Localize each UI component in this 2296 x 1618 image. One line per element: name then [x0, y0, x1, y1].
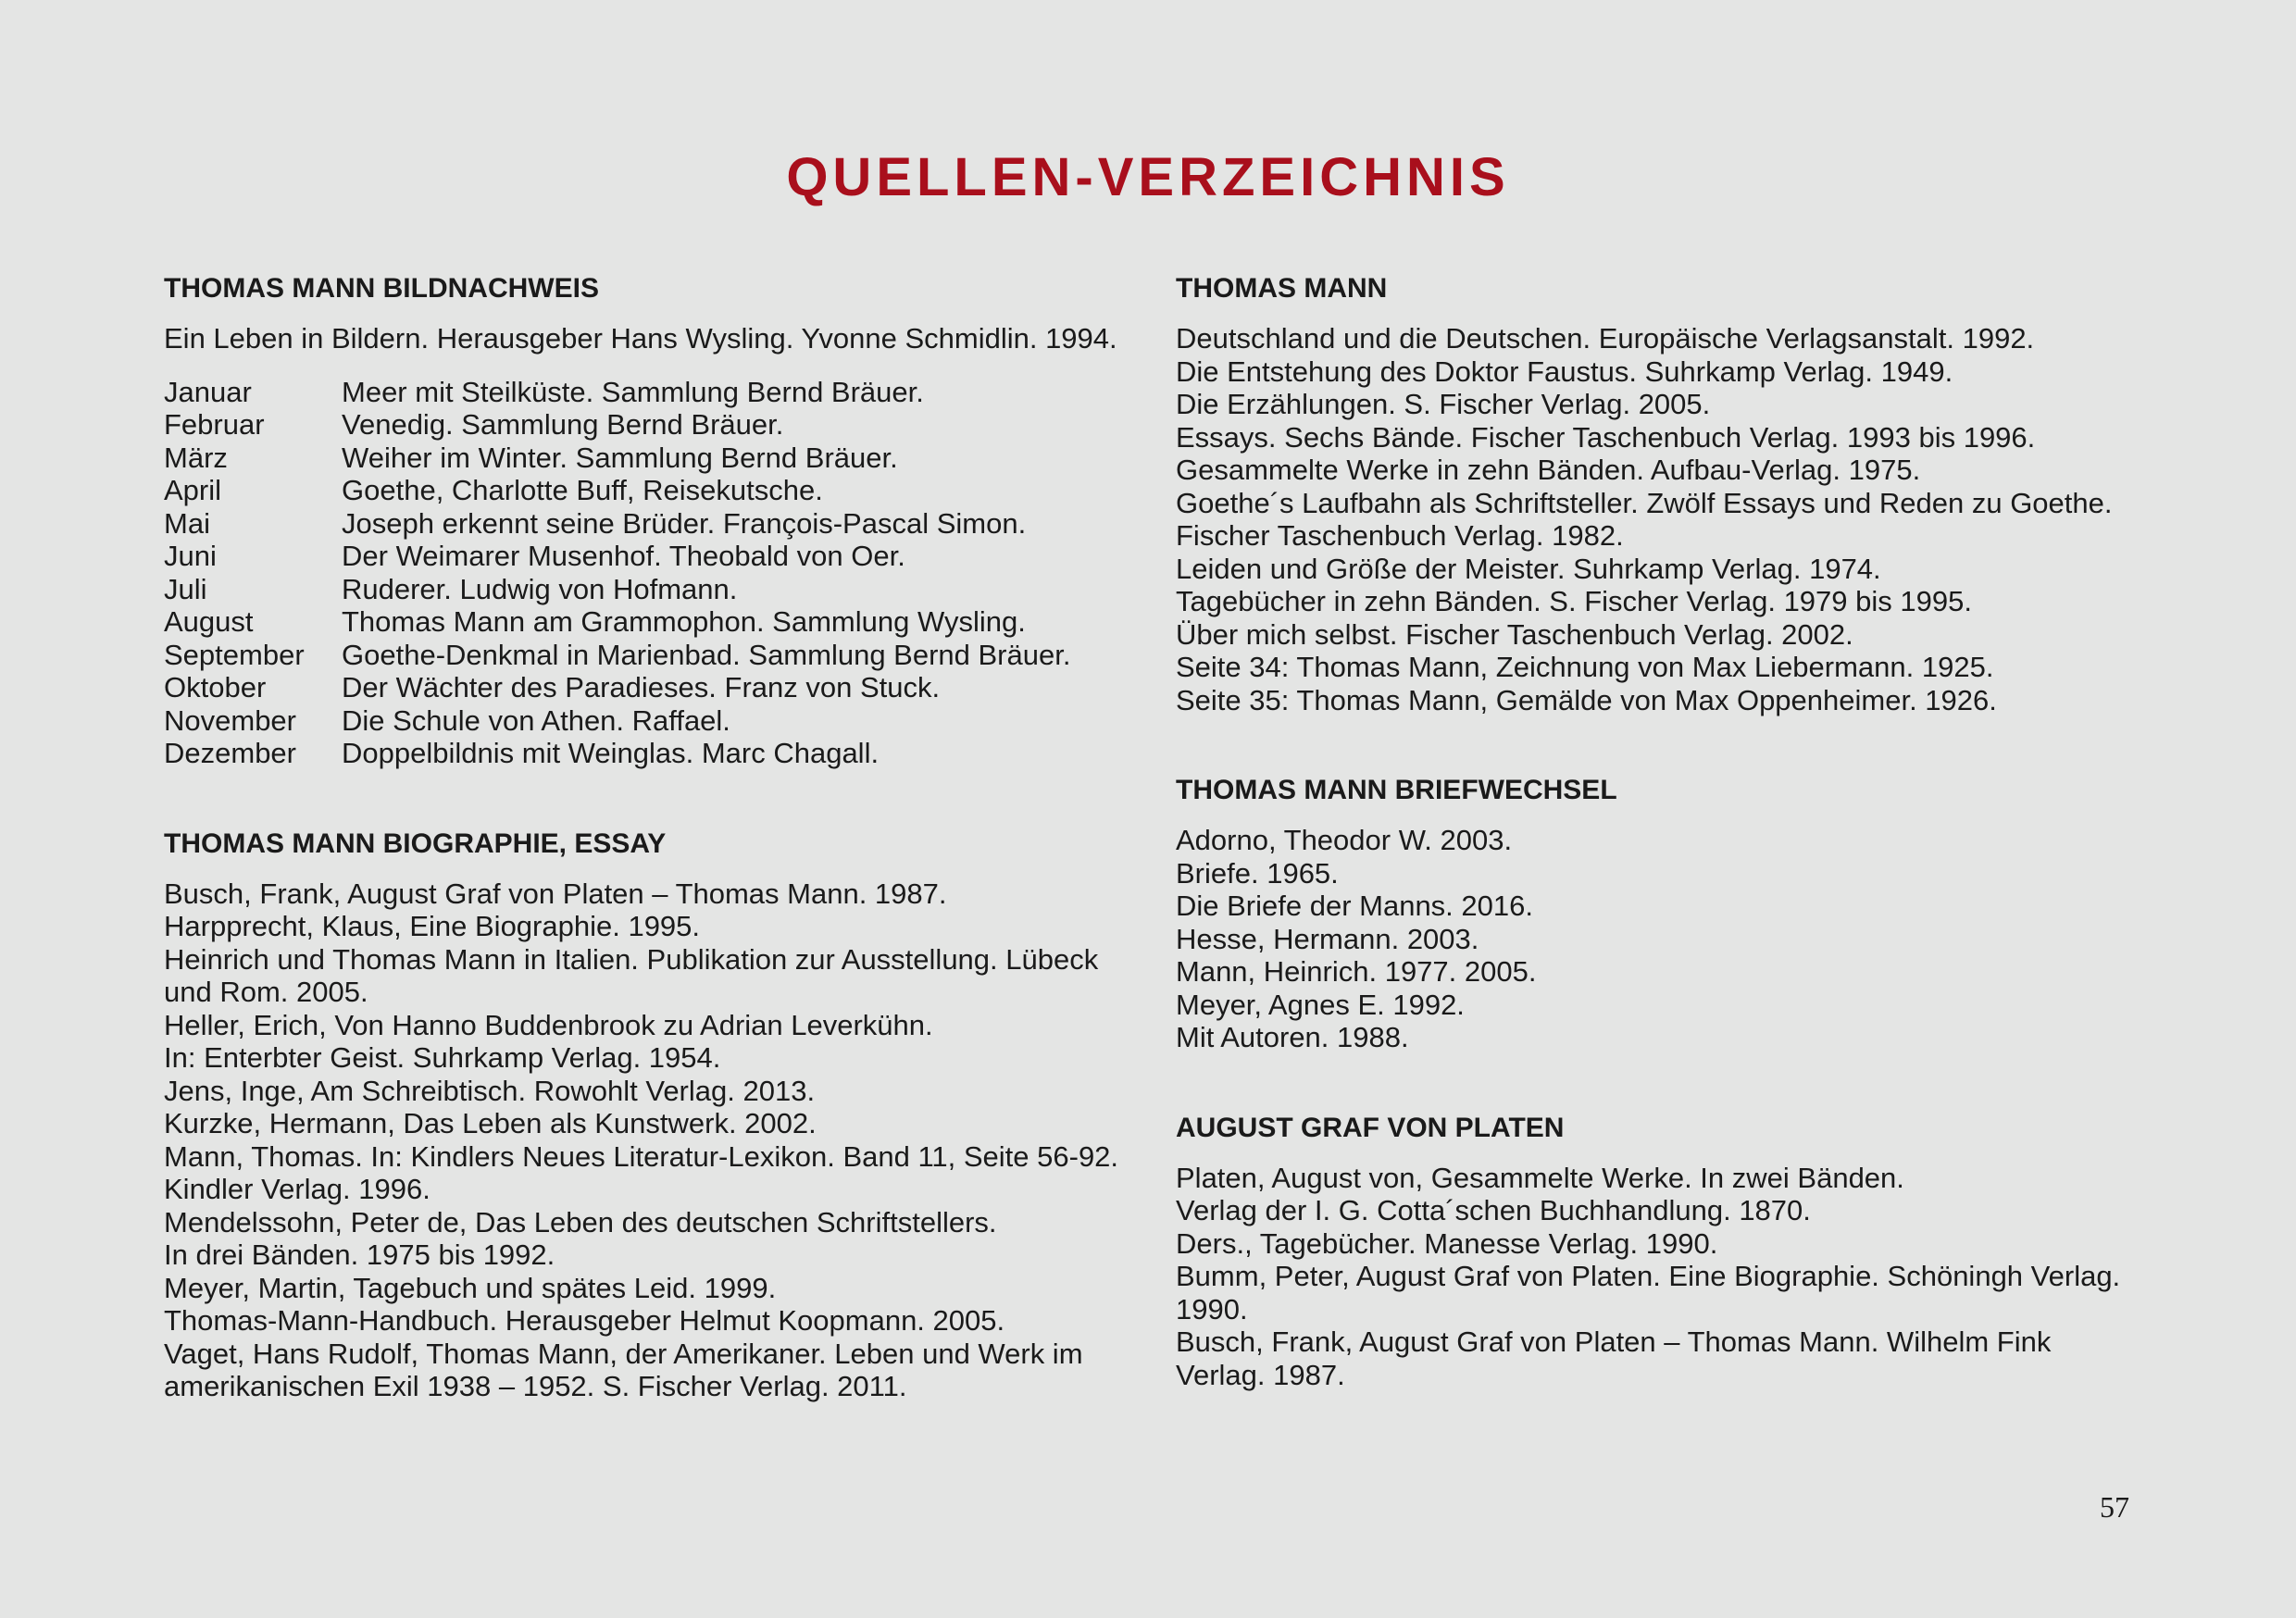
- reference-line: Platen, August von, Gesammelte Werke. In zwei Bänden.: [1176, 1161, 1904, 1194]
- section-platen: [1176, 1108, 2213, 1392]
- reference-line: In drei Bänden. 1975 bis 1992.: [164, 1238, 555, 1271]
- reference-line: Über mich selbst. Fischer Taschenbuch Verlag. 2002.: [1176, 617, 1853, 651]
- reference-line: Bumm, Peter, August Graf von Platen. Eine Biographie. Schöningh Verlag.: [1176, 1260, 2121, 1292]
- section-thomas-mann: [1176, 268, 2213, 716]
- month-row: [164, 671, 1145, 704]
- reference-line: Goethe´s Laufbahn als Schriftsteller. Zwölf Essays und Reden zu Goethe.: [1176, 486, 2113, 519]
- section-heading: AUGUST GRAF VON PLATEN: [1176, 1112, 1565, 1143]
- section-bildnachweis: [164, 268, 1145, 770]
- month-list: [164, 376, 1145, 770]
- reference-line: Jens, Inge, Am Schreibtisch. Rowohlt Verlag. 2013.: [164, 1074, 816, 1107]
- reference-line: Mit Autoren. 1988.: [1176, 1021, 1409, 1053]
- month-label: Juni: [164, 540, 217, 572]
- month-label: August: [164, 605, 254, 638]
- month-entry: Doppelbildnis mit Weinglas. Marc Chagall.: [342, 737, 880, 769]
- month-row: [164, 442, 1145, 475]
- section-briefwechsel: [1176, 770, 2213, 1054]
- month-label: Juli: [164, 572, 207, 605]
- month-row: [164, 474, 1145, 507]
- month-row: [164, 704, 1145, 738]
- month-entry: Der Wächter des Paradieses. Franz von Stuck.: [342, 671, 941, 703]
- month-row: [164, 376, 1145, 409]
- reference-line: amerikanischen Exil 1938 – 1952. S. Fischer Verlag. 2011.: [164, 1370, 907, 1402]
- reference-line: Deutschland und die Deutschen. Europäische Verlagsanstalt. 1992.: [1176, 322, 2035, 355]
- reference-line: Kindler Verlag. 1996.: [164, 1173, 430, 1205]
- month-row: [164, 573, 1145, 606]
- month-label: Februar: [164, 408, 265, 441]
- page-number: 57: [2100, 1490, 2129, 1524]
- reference-line: Tagebücher in zehn Bänden. S. Fischer Verlag. 1979 bis 1995.: [1176, 585, 1972, 617]
- reference-line: Kurzke, Hermann, Das Leben als Kunstwerk. 2002.: [164, 1107, 817, 1139]
- reference-line: und Rom. 2005.: [164, 976, 368, 1008]
- reference-line: 1990.: [1176, 1292, 1248, 1326]
- month-label: Mai: [164, 506, 210, 540]
- reference-line: Leiden und Größe der Meister. Suhrkamp Verlag. 1974.: [1176, 552, 1881, 585]
- month-entry: Ruderer. Ludwig von Hofmann.: [342, 572, 738, 605]
- month-entry: Venedig. Sammlung Bernd Bräuer.: [342, 408, 784, 441]
- month-label: März: [164, 441, 228, 474]
- month-entry: Thomas Mann am Grammophon. Sammlung Wysling.: [342, 605, 1026, 638]
- reference-line: Mendelssohn, Peter de, Das Leben des deutschen Schriftstellers.: [164, 1205, 997, 1238]
- reference-line: Heller, Erich, Von Hanno Buddenbrook zu Adrian Leverkühn.: [164, 1008, 933, 1041]
- reference-line: Die Briefe der Manns. 2016.: [1176, 890, 1533, 922]
- month-entry: Goethe, Charlotte Buff, Reisekutsche.: [342, 474, 823, 506]
- month-label: April: [164, 474, 222, 506]
- reference-line: Heinrich und Thomas Mann in Italien. Publikation zur Ausstellung. Lübeck: [164, 942, 1099, 976]
- reference-line: Verlag. 1987.: [1176, 1358, 1345, 1391]
- month-entry: Der Weimarer Musenhof. Theobald von Oer.: [342, 540, 905, 572]
- reference-line: Busch, Frank, August Graf von Platen – Thomas Mann. Wilhelm Fink: [1176, 1326, 2052, 1358]
- page-title: QUELLEN-VERZEICHNIS: [786, 147, 1510, 207]
- reference-line: Die Entstehung des Doktor Faustus. Suhrkamp Verlag. 1949.: [1176, 355, 1953, 388]
- reference-line: Verlag der I. G. Cotta´schen Buchhandlung. 1870.: [1176, 1194, 1811, 1226]
- reference-line: Mann, Thomas. In: Kindlers Neues Literatur-Lexikon. Band 11, Seite 56-92.: [164, 1139, 1119, 1173]
- month-row: [164, 639, 1145, 672]
- reference-line: Fischer Taschenbuch Verlag. 1982.: [1176, 519, 1624, 552]
- month-row: [164, 507, 1145, 541]
- reference-line: Seite 35: Thomas Mann, Gemälde von Max Oppenheimer. 1926.: [1176, 683, 1997, 716]
- month-entry: Joseph erkennt seine Brüder. François-Pascal Simon.: [342, 506, 1027, 540]
- reference-line: Essays. Sechs Bände. Fischer Taschenbuch Verlag. 1993 bis 1996.: [1176, 420, 2036, 454]
- bildnachweis-intro: Ein Leben in Bildern. Herausgeber Hans Wysling. Yvonne Schmidlin. 1994.: [164, 322, 1117, 355]
- reference-line: In: Enterbter Geist. Suhrkamp Verlag. 1954.: [164, 1041, 721, 1074]
- section-heading: THOMAS MANN BIOGRAPHIE, ESSAY: [164, 828, 667, 859]
- month-label: September: [164, 638, 305, 671]
- month-row: [164, 605, 1145, 639]
- right-column: [1176, 268, 2213, 1445]
- left-column: [164, 268, 1145, 1457]
- month-entry: Die Schule von Athen. Raffael.: [342, 703, 730, 737]
- section-biographie: [164, 824, 1145, 1403]
- reference-line: Briefe. 1965.: [1176, 856, 1339, 890]
- month-row: [164, 540, 1145, 573]
- month-entry: Weiher im Winter. Sammlung Bernd Bräuer.: [342, 441, 898, 474]
- section-heading: THOMAS MANN BILDNACHWEIS: [164, 273, 599, 304]
- reference-line: Seite 34: Thomas Mann, Zeichnung von Max Liebermann. 1925.: [1176, 651, 1994, 683]
- reference-line: Ders., Tagebücher. Manesse Verlag. 1990.: [1176, 1226, 1718, 1260]
- month-row: [164, 408, 1145, 442]
- reference-line: Gesammelte Werke in zehn Bänden. Aufbau-Verlag. 1975.: [1176, 454, 1921, 486]
- reference-line: Adorno, Theodor W. 2003.: [1176, 824, 1513, 856]
- month-entry: Meer mit Steilküste. Sammlung Bernd Bräuer.: [342, 375, 924, 408]
- reference-line: Hesse, Hermann. 2003.: [1176, 922, 1479, 955]
- reference-line: Meyer, Agnes E. 1992.: [1176, 988, 1465, 1021]
- reference-line: Vaget, Hans Rudolf, Thomas Mann, der Amerikaner. Leben und Werk im: [164, 1337, 1083, 1370]
- reference-line: Harpprecht, Klaus, Eine Biographie. 1995.: [164, 910, 701, 942]
- reference-line: Meyer, Martin, Tagebuch und spätes Leid. 1999.: [164, 1271, 777, 1304]
- month-label: Januar: [164, 375, 252, 408]
- month-label: November: [164, 703, 296, 737]
- section-heading: THOMAS MANN: [1176, 273, 1388, 304]
- reference-line: Mann, Heinrich. 1977. 2005.: [1176, 955, 1537, 988]
- reference-line: Die Erzählungen. S. Fischer Verlag. 2005.: [1176, 388, 1711, 420]
- month-label: Dezember: [164, 737, 296, 769]
- month-row: [164, 737, 1145, 770]
- month-entry: Goethe-Denkmal in Marienbad. Sammlung Bernd Bräuer.: [342, 638, 1071, 671]
- section-heading: THOMAS MANN BRIEFWECHSEL: [1176, 775, 1617, 805]
- reference-line: Thomas-Mann-Handbuch. Herausgeber Helmut Koopmann. 2005.: [164, 1304, 1005, 1337]
- month-label: Oktober: [164, 671, 267, 703]
- reference-line: Busch, Frank, August Graf von Platen – Thomas Mann. 1987.: [164, 877, 947, 910]
